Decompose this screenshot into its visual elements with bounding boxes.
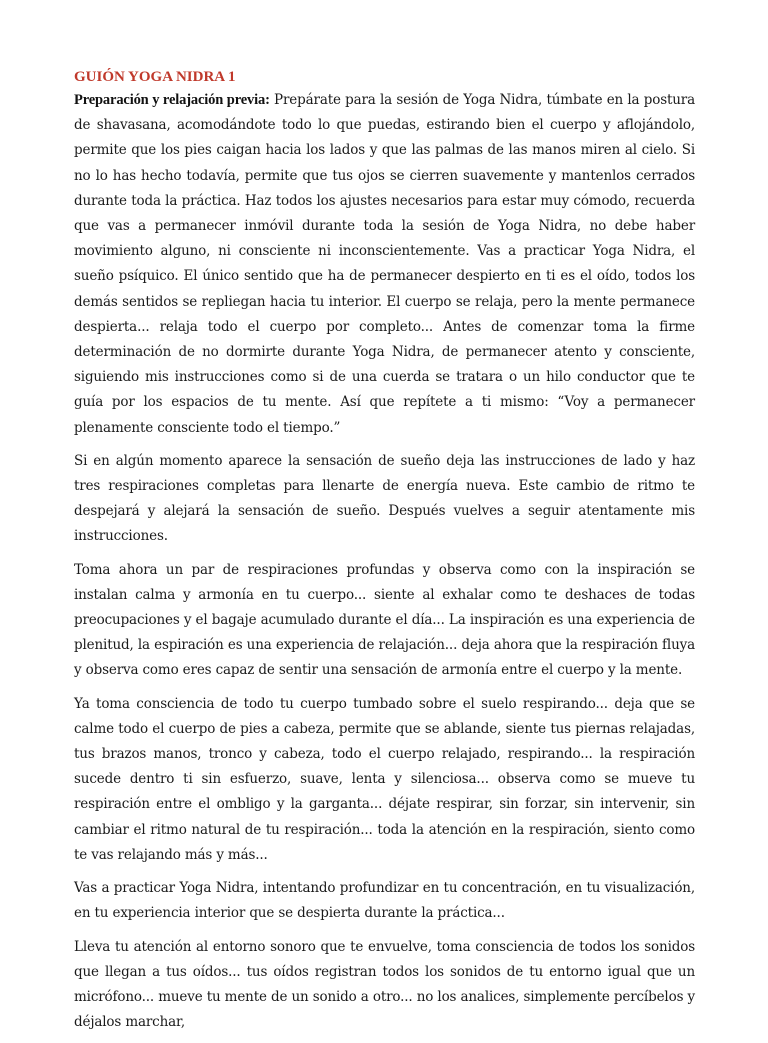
paragraph-breathing: Toma ahora un par de respiraciones profundas y observa como con la inspiración se instalan calma y armonía en tu cuerpo... siente al exhalar como te deshaces de todas preocupaciones y el bagaje acumulado durante el día... La inspiración es una experiencia de plenitud, la espiración es una experiencia de relajación... deja ahora que la respiración fluya y observa como eres capaz de sentir una sensación de armonía entre el cuerpo y la mente.	[74, 561, 695, 679]
paragraph-sounds: Lleva tu atención al entorno sonoro que te envuelve, toma consciencia de todos los sonidos que llegan a tus oídos... tus oídos registran todos los sonidos de tu entorno igual que un micrófono... mueve tu mente de un sonido a otro... no los analices, simplemente percíbelos y déjalos marchar,	[74, 938, 695, 1031]
paragraph-sleep: Si en algún momento aparece la sensación de sueño deja las instrucciones de lado y haz tres respiraciones completas para llenarte de energía nueva. Este cambio de ritmo te despejará y alejará la sensación de sueño. Después vuelves a seguir atentamente mis instrucciones.	[74, 452, 695, 545]
document-title: GUIÓN YOGA NIDRA 1	[74, 69, 236, 85]
intro-lead: Preparación y relajación previa:	[74, 92, 270, 108]
intro-text: Prepárate para la sesión de Yoga Nidra, túmbate en la postura de shavasana, acomodándote todo lo que puedas, estirando bien el cuerpo y aflojándolo, permite que los pies caigan hacia los lados y que las palmas de las manos miren al cielo. Si no lo has hecho todavía, permite que tus ojos se cierren suavemente y mantenlos cerrados durante toda la práctica. Haz todos los ajustes necesarios para estar muy cómodo, recuerda que vas a permanecer inmóvil durante toda la sesión de Yoga Nidra, no debe haber movimiento alguno, ni consciente ni inconscientemente. Vas a practicar Yoga Nidra, el sueño psíquico. El único sentido que ha de permanecer despierto en ti es el oído, todos los demás sentidos se repliegan hacia tu interior. El cuerpo se relaja, pero la mente permanece despierta... relaja todo el cuerpo por completo... Antes de comenzar toma la firme determinación de no dormirte durante Yoga Nidra, de permanecer atento y consciente, siguiendo mis instrucciones como si de una cuerda se tratara o un hilo conductor que te guía por los espacios de tu mente. Así que repítete a ti mismo: “Voy a permanecer plenamente consciente todo el tiempo.”	[74, 92, 695, 436]
intro-paragraph	[74, 88, 695, 441]
paragraph-practice: Vas a practicar Yoga Nidra, intentando profundizar en tu concentración, en tu visualización, en tu experiencia interior que se despierta durante la práctica...	[74, 880, 695, 922]
paragraph-body-awareness: Ya toma consciencia de todo tu cuerpo tumbado sobre el suelo respirando... deja que se calme todo el cuerpo de pies a cabeza, permite que se ablande, siente tus piernas relajadas, tus brazos manos, tronco y cabeza, todo el cuerpo relajado, respirando... la respiración sucede dentro ti sin esfuerzo, suave, lenta y silenciosa... observa como se mueve tu respiración entre el ombligo y la garganta... déjate respirar, sin forzar, sin intervenir, sin cambiar el ritmo natural de tu respiración... toda la atención en la respiración, siento como te vas relajando más y más...	[74, 695, 695, 863]
document-page	[74, 66, 695, 1043]
